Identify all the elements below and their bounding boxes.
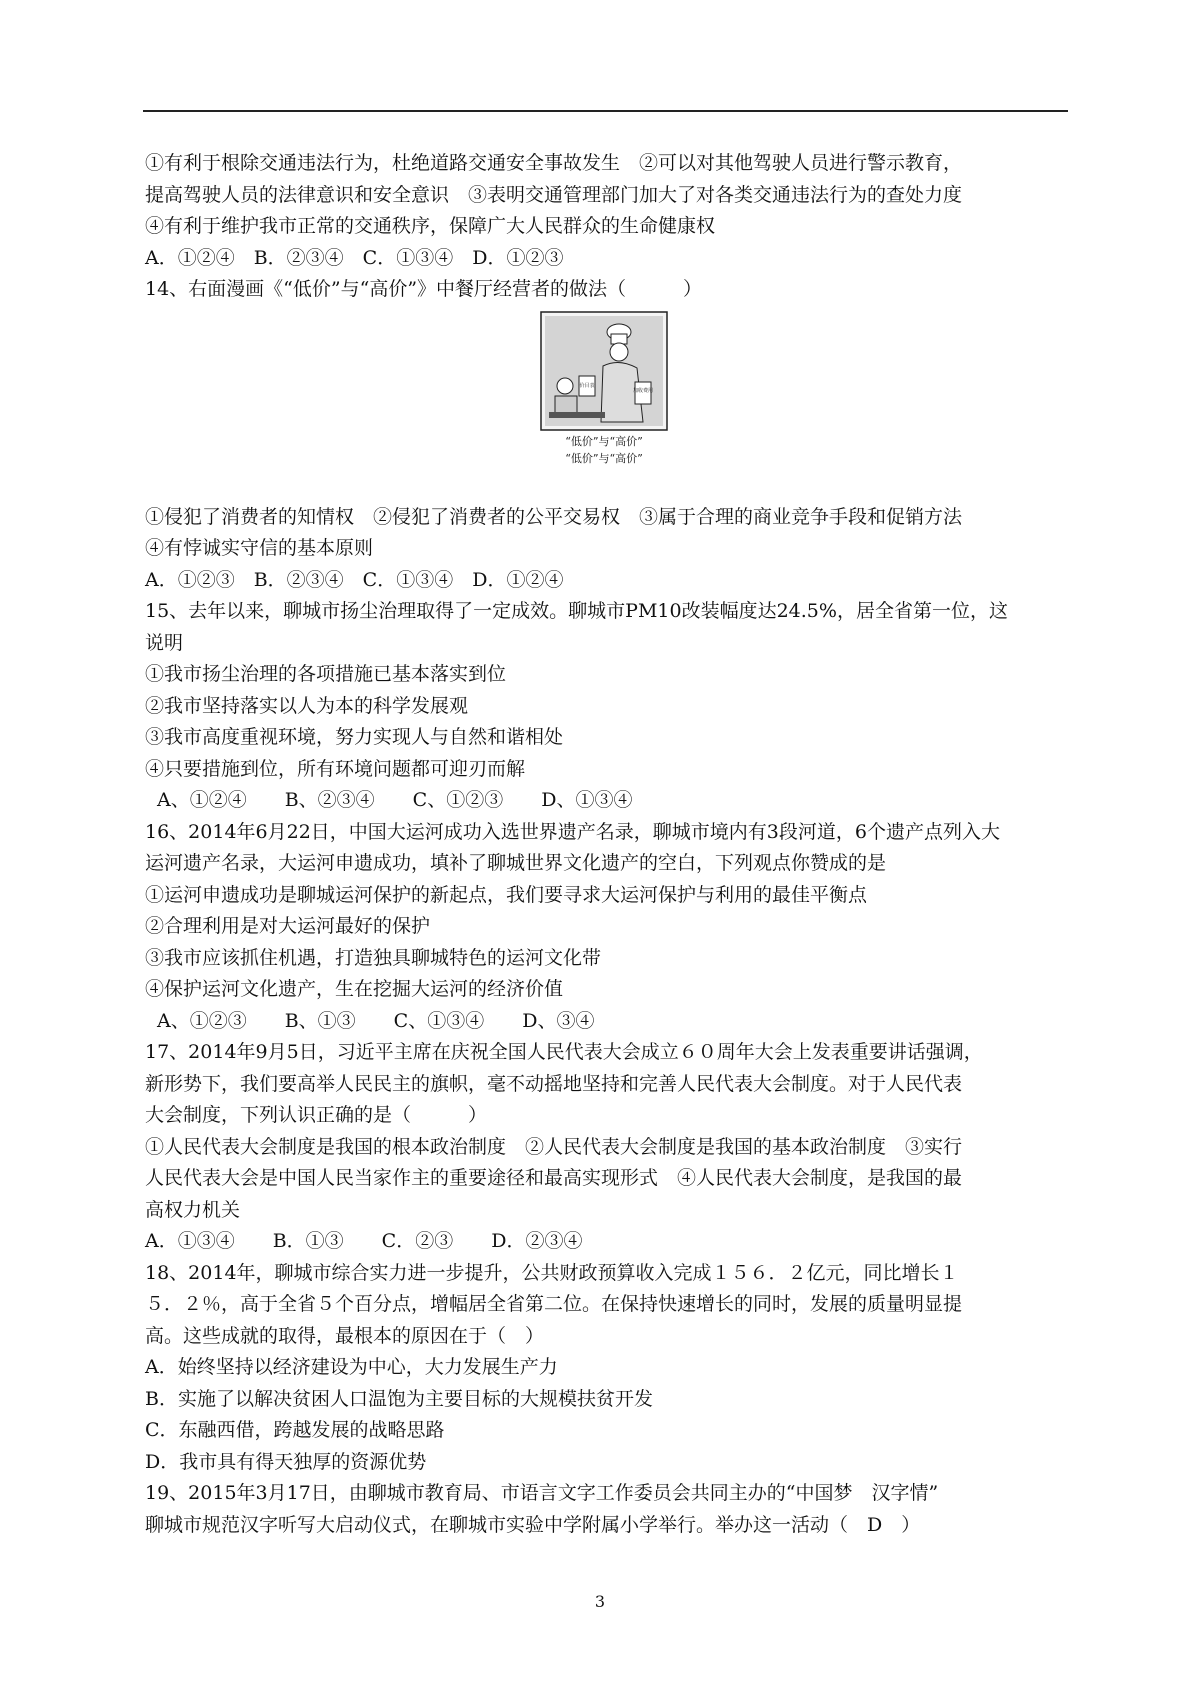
text-line: 运河遗产名录，大运河申遗成功，填补了聊城世界文化遗产的空白，下列观点你赞成的是 (145, 852, 887, 874)
cartoon-container (145, 306, 1075, 502)
page-number: 3 (594, 1592, 606, 1611)
text-line: ②合理利用是对大运河最好的保护 (145, 915, 431, 937)
answer-options-13: A．①②④ B．②③④ C．①③④ D．①②③ (145, 246, 564, 269)
text-line: 聊城市规范汉字听写大启动仪式，在聊城市实验中学附属小学举行。举办这一活动（ D ） (145, 1513, 921, 1536)
text-line: 提高驾驶人员的法律意识和安全意识 ③表明交通管理部门加大了对各类交通违法行为的查处力度 (145, 183, 963, 206)
text-line: ④只要措施到位，所有环境问题都可迎刃而解 (145, 757, 526, 780)
text-line: ①人民代表大会制度是我国的根本政治制度 ②人民代表大会制度是我国的基本政治制度 ③实行 (145, 1135, 963, 1158)
text-line: ①有利于根除交通违法行为，杜绝道路交通安全事故发生 ②可以对其他驾驶人员进行警示教育， (145, 152, 963, 174)
text-line: ①运河申遗成功是聊城运河保护的新起点，我们要寻求大运河保护与利用的最佳平衡点 (145, 883, 868, 906)
text-line: ③我市应该抓住机遇，打造独具聊城特色的运河文化带 (145, 946, 602, 969)
option-c: C．东融西借，跨越发展的战略思路 (145, 1419, 445, 1441)
question-15: 15、去年以来，聊城市扬尘治理取得了一定成效。聊城市PM10改装幅度达24.5%，居全省第一位，这 (145, 600, 1008, 622)
text-line: 高。这些成就的取得，最根本的原因在于（ ） (145, 1324, 545, 1347)
cartoon-image (539, 310, 669, 490)
option-a: A．始终坚持以经济建设为中心，大力发展生产力 (145, 1356, 558, 1378)
text-line: 大会制度，下列认识正确的是（ ） (145, 1104, 488, 1126)
question-14: 14、右面漫画《“低价”与“高价”》中餐厅经营者的做法（ ） (145, 278, 703, 300)
sign-right-text: 加收费用 (632, 387, 654, 394)
document-body (145, 148, 1075, 1541)
answer-options-16: A、①②③ B、①③ C、①③④ D、③④ (157, 1009, 595, 1032)
text-line: ④保护运河文化遗产，生在挖掘大运河的经济价值 (145, 978, 564, 1000)
cartoon-caption-1: “低价”与“高价” (565, 434, 643, 448)
header-rule (143, 110, 1068, 112)
option-d: D．我市具有得天独厚的资源优势 (145, 1450, 427, 1473)
text-line: ①我市扬尘治理的各项措施已基本落实到位 (145, 663, 507, 685)
text-line: ②我市坚持落实以人为本的科学发展观 (145, 694, 469, 717)
question-19: 19、2015年3月17日，由聊城市教育局、市语言文字工作委员会共同主办的“中国梦 汉字情” (145, 1482, 939, 1504)
text-line: 高权力机关 (145, 1198, 241, 1221)
text-line: ③我市高度重视环境，努力实现人与自然和谐相处 (145, 726, 564, 748)
text-line: 说明 (145, 631, 184, 654)
answer-options-15: A、①②④ B、②③④ C、①②③ D、①③④ (157, 789, 633, 811)
sign-left-text: 价目表 (579, 382, 595, 389)
option-b: B．实施了以解决贫困人口温饱为主要目标的大规模扶贫开发 (145, 1387, 653, 1410)
question-16: 16、2014年6月22日，中国大运河成功入选世界遗产名录，聊城市境内有3段河道，6个遗产点列入大 (145, 820, 1000, 843)
text-line: ④有悖诚实守信的基本原则 (145, 537, 374, 559)
text-line: 人民代表大会是中国人民当家作主的重要途径和最高实现形式 ④人民代表大会制度，是我国的最 (145, 1167, 963, 1189)
answer-options-14: A．①②③ B．②③④ C．①③④ D．①②④ (145, 568, 564, 591)
text-line: ①侵犯了消费者的知情权 ②侵犯了消费者的公平交易权 ③属于合理的商业竞争手段和促销方法 (145, 505, 963, 528)
cartoon-caption-2: “低价”与“高价” (565, 451, 643, 465)
answer-options-17: A．①③④ B．①③ C．②③ D．②③④ (145, 1230, 583, 1252)
text-line: ５．２％，高于全省５个百分点，增幅居全省第二位。在保持快速增长的同时，发展的质量明显提 (145, 1293, 963, 1315)
question-17: 17、2014年9月5日，习近平主席在庆祝全国人民代表大会成立６０周年大会上发表重要讲话强调， (145, 1041, 983, 1063)
text-line: ④有利于维护我市正常的交通秩序，保障广大人民群众的生命健康权 (145, 215, 716, 237)
text-line: 新形势下，我们要高举人民民主的旗帜，毫不动摇地坚持和完善人民代表大会制度。对于人民代表 (145, 1072, 963, 1095)
question-18: 18、2014年，聊城市综合实力进一步提升，公共财政预算收入完成１５６．２亿元，同比增长１ (145, 1261, 959, 1284)
